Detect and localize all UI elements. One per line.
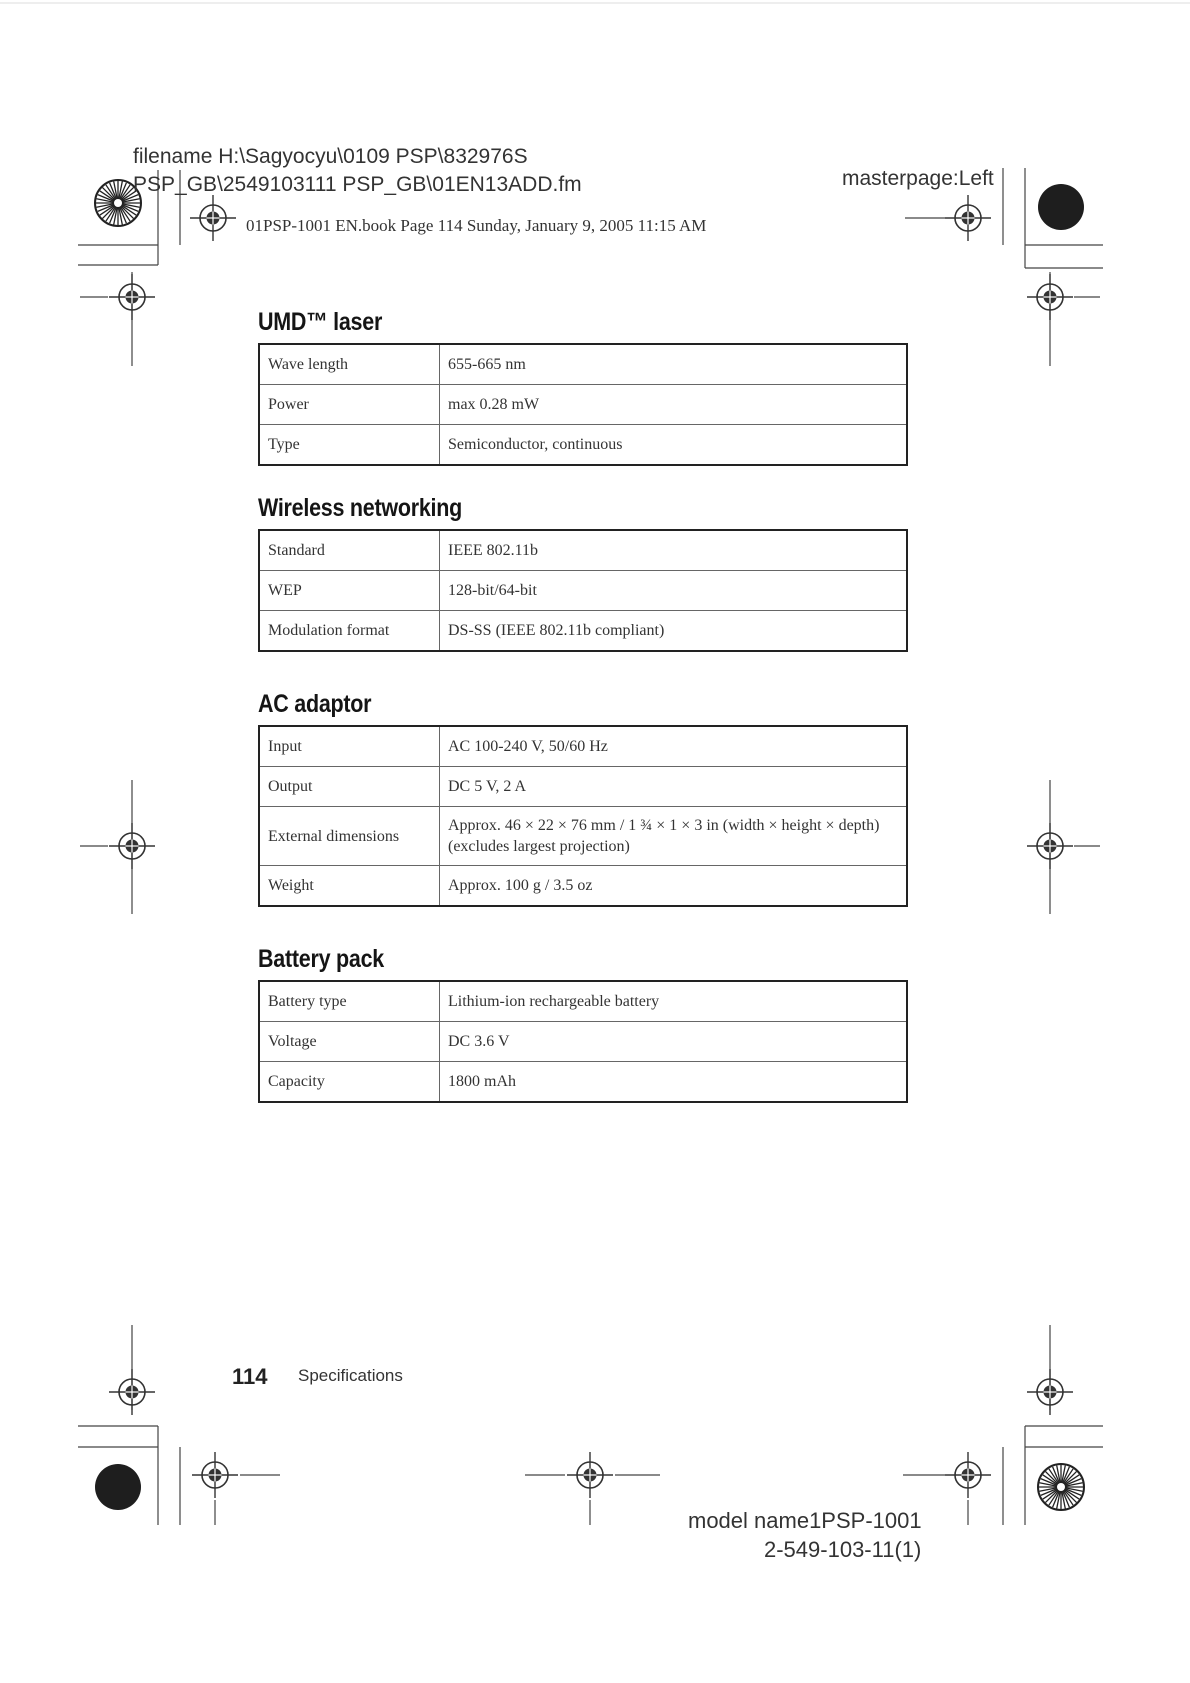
masterpage-label: masterpage:Left <box>842 167 994 190</box>
color-wheel-icon <box>1038 1464 1084 1510</box>
filename-line-2: PSP_GB\2549103111 PSP_GB\01EN13ADD.fm <box>133 173 582 196</box>
table-row <box>259 1062 907 1103</box>
section-title: AC adaptor <box>258 690 372 718</box>
table-row <box>259 726 907 767</box>
spec-label: WEP <box>259 571 440 611</box>
registration-mark-icon <box>945 1452 991 1498</box>
registration-mark-icon <box>567 1452 613 1498</box>
filename-line-1: filename H:\Sagyocyu\0109 PSP\832976S <box>133 145 528 168</box>
registration-mark-icon <box>109 1369 155 1415</box>
spec-value: 1800 mAh <box>440 1062 908 1103</box>
table-row <box>259 425 907 466</box>
spec-value: Approx. 46 × 22 × 76 mm / 1 ¾ × 1 × 3 in (width × height × depth) (excludes largest projection) <box>440 807 908 866</box>
spec-value: 655-665 nm <box>440 344 908 385</box>
spec-label: Power <box>259 385 440 425</box>
registration-mark-icon <box>1027 1369 1073 1415</box>
table-row <box>259 807 907 866</box>
spec-value: DC 5 V, 2 A <box>440 767 908 807</box>
spec-value: DC 3.6 V <box>440 1022 908 1062</box>
registration-mark-icon <box>945 195 991 241</box>
spec-label: Input <box>259 726 440 767</box>
spec-table <box>258 725 908 907</box>
spec-label: Standard <box>259 530 440 571</box>
spec-value: DS-SS (IEEE 802.11b compliant) <box>440 611 908 652</box>
table-row <box>259 530 907 571</box>
page-number: 114 <box>232 1364 268 1389</box>
spec-value: IEEE 802.11b <box>440 530 908 571</box>
spec-label: External dimensions <box>259 807 440 866</box>
section-umd-laser <box>258 305 908 466</box>
spec-table <box>258 529 908 652</box>
table-row <box>259 571 907 611</box>
section-wireless-networking <box>258 491 908 652</box>
section-title: UMD™ laser <box>258 308 383 336</box>
table-row <box>259 344 907 385</box>
section-battery-pack <box>258 942 908 1103</box>
spec-value: Semiconductor, continuous <box>440 425 908 466</box>
solid-dot-icon <box>95 1464 141 1510</box>
registration-mark-icon <box>192 1452 238 1498</box>
registration-mark-icon <box>1027 823 1073 869</box>
registration-mark-icon <box>109 823 155 869</box>
section-title: Battery pack <box>258 945 384 973</box>
spec-table <box>258 980 908 1103</box>
spec-value: Approx. 100 g / 3.5 oz <box>440 866 908 907</box>
table-row <box>259 611 907 652</box>
spec-value: AC 100-240 V, 50/60 Hz <box>440 726 908 767</box>
book-info: 01PSP-1001 EN.book Page 114 Sunday, January 9, 2005 11:15 AM <box>246 216 707 235</box>
spec-table <box>258 343 908 466</box>
spec-value: 128-bit/64-bit <box>440 571 908 611</box>
table-row <box>259 866 907 907</box>
spec-label: Output <box>259 767 440 807</box>
spec-label: Modulation format <box>259 611 440 652</box>
solid-dot-icon <box>1038 184 1084 230</box>
table-row <box>259 767 907 807</box>
spec-label: Battery type <box>259 981 440 1022</box>
spec-value: Lithium-ion rechargeable battery <box>440 981 908 1022</box>
spec-label: Weight <box>259 866 440 907</box>
filename-info <box>133 143 582 199</box>
registration-mark-icon <box>190 195 236 241</box>
model-name: model name1PSP-1001 <box>688 1508 922 1533</box>
registration-mark-icon <box>1027 274 1073 320</box>
section-ac-adaptor <box>258 687 908 907</box>
table-row <box>259 1022 907 1062</box>
spec-label: Capacity <box>259 1062 440 1103</box>
table-row <box>259 981 907 1022</box>
registration-mark-icon <box>109 274 155 320</box>
spec-label: Type <box>259 425 440 466</box>
part-number: 2-549-103-11(1) <box>764 1537 922 1562</box>
section-title: Wireless networking <box>258 494 462 522</box>
table-row <box>259 385 907 425</box>
spec-label: Voltage <box>259 1022 440 1062</box>
spec-value: max 0.28 mW <box>440 385 908 425</box>
spec-label: Wave length <box>259 344 440 385</box>
page-section-label: Specifications <box>298 1366 403 1385</box>
